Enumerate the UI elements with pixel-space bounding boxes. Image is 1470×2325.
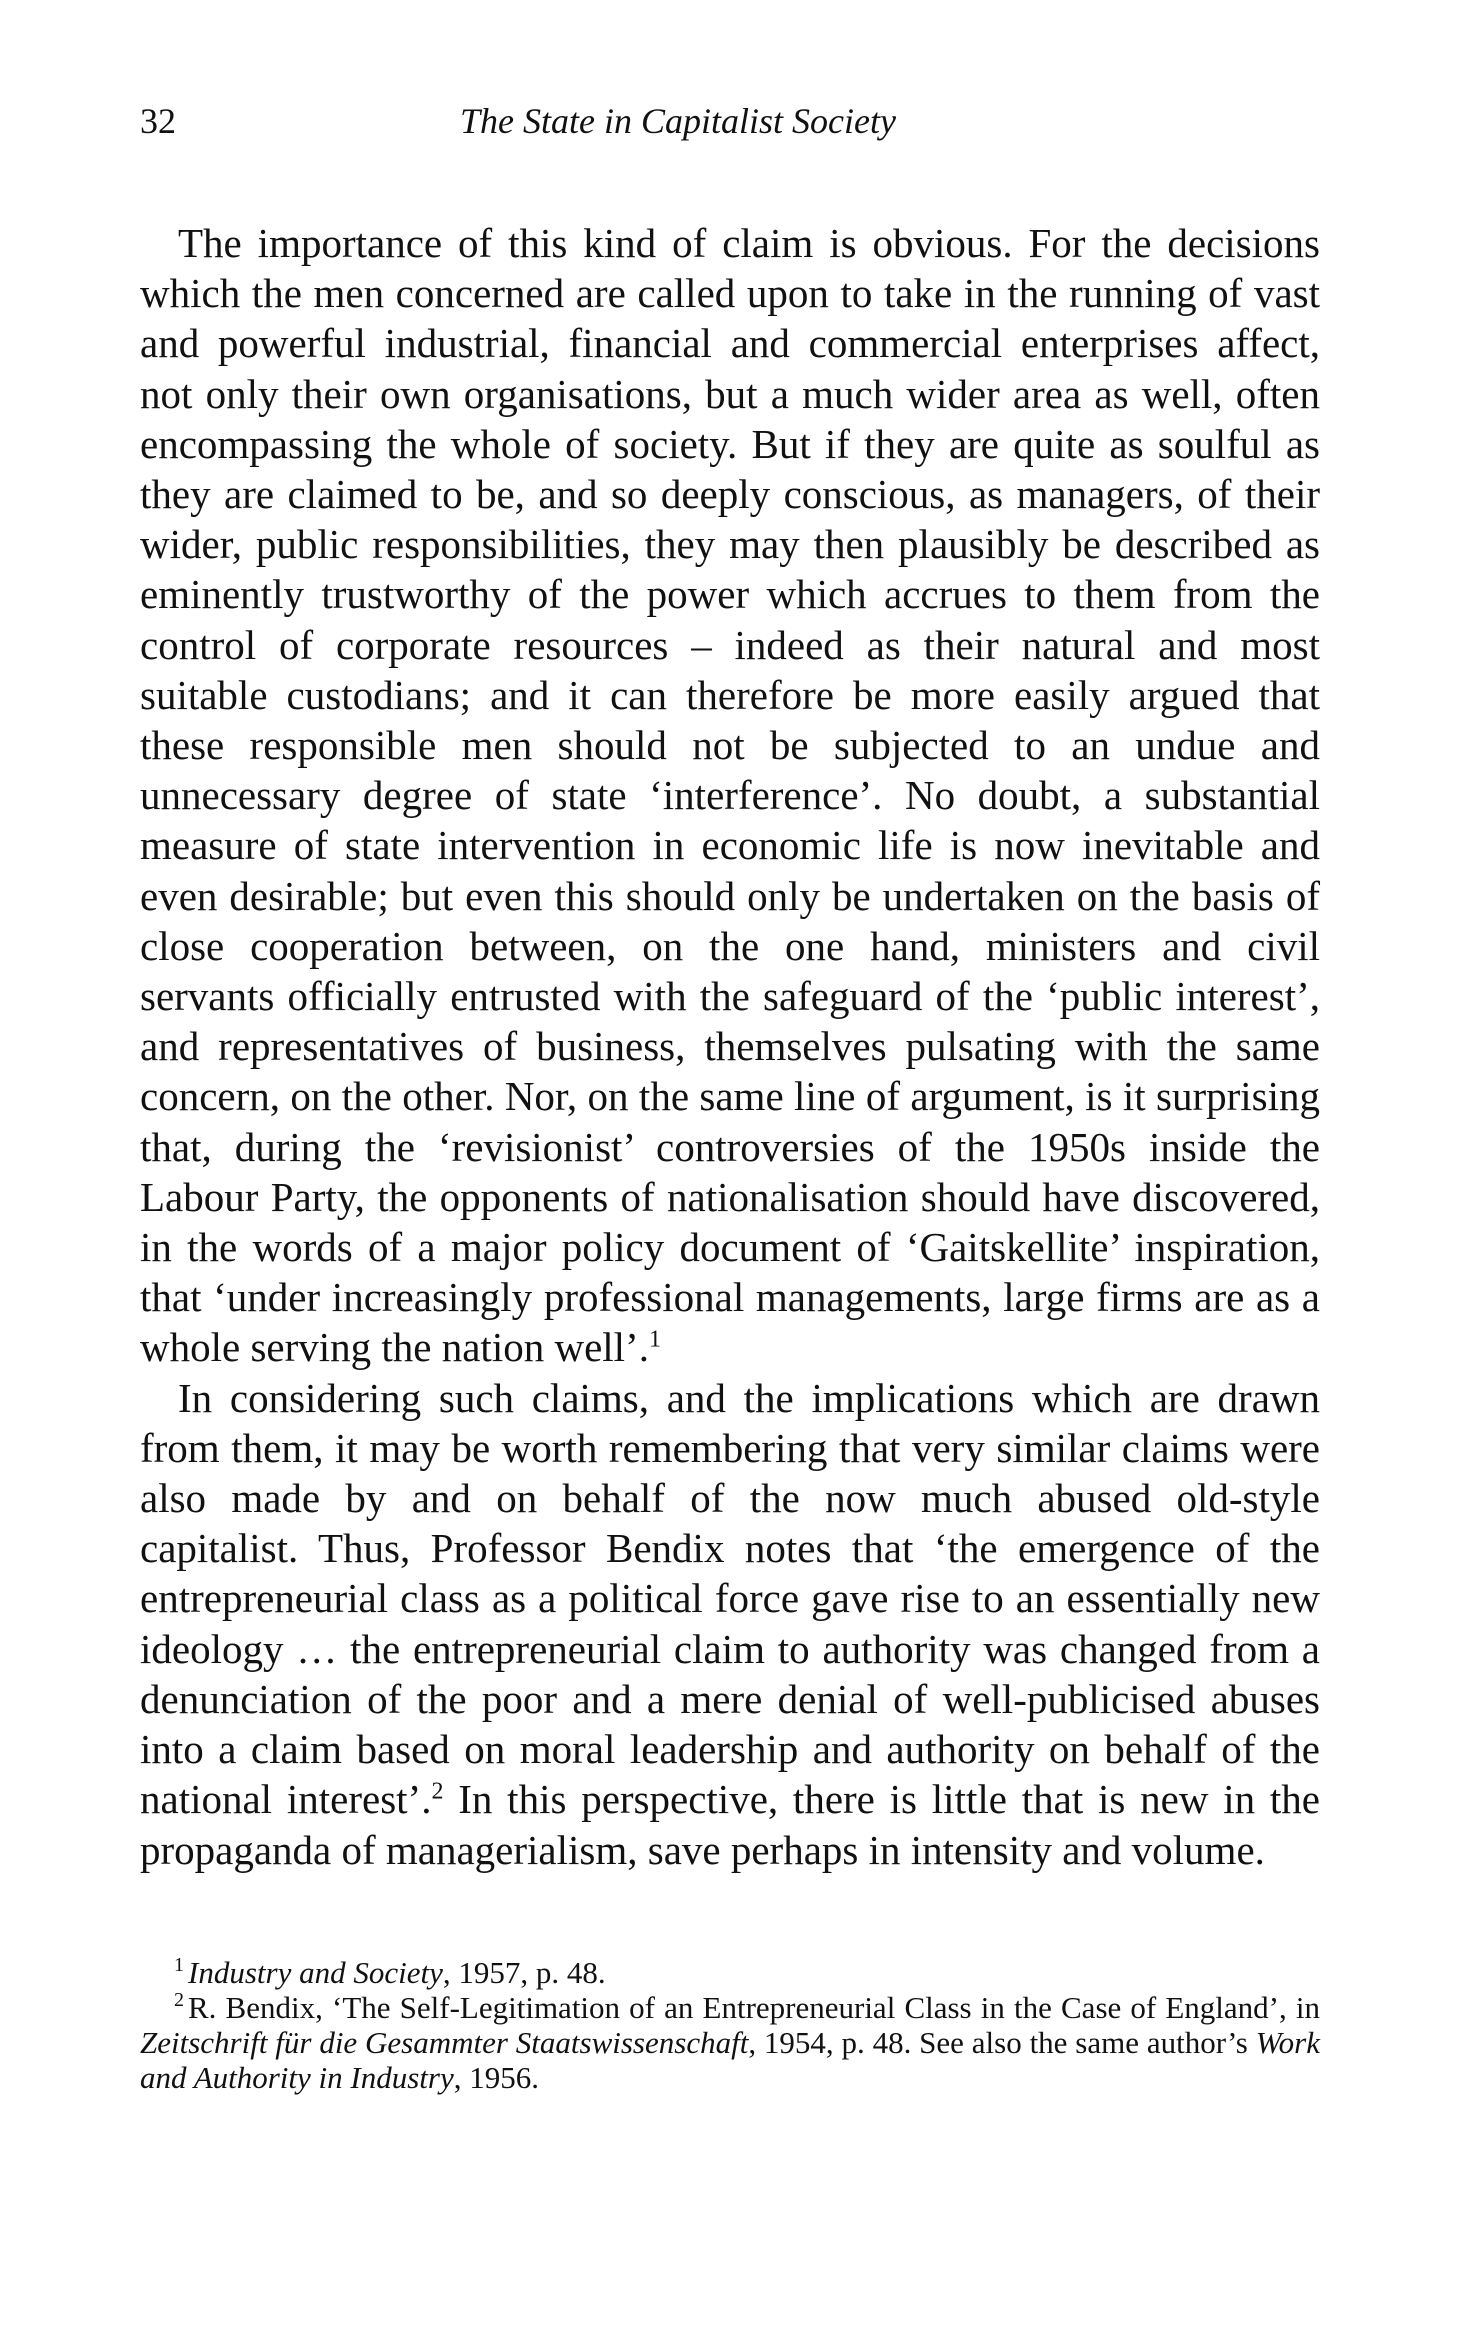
footnotes <box>140 1955 1320 2095</box>
page-number: 32 <box>140 101 176 141</box>
footnote-1-title: Industry and Society <box>188 1954 443 1990</box>
book-page <box>140 100 1320 2095</box>
paragraph-1-text: The importance of this kind of claim is obvious. For the decisions which the men concerned are called upon to take in the running of vast and powerful industrial, financial and commercial enterprises affect, not only their own organisations, but a much wider area as well, often encompassing the whole of society. But if they are quite as soulful as they are claimed to be, and so deeply conscious, as managers, of their wider, public responsibilities, they may then plausibly be described as eminently trustworthy of the power which accrues to them from the control of corporate resources – indeed as their natural and most suitable custodians; and it can therefore be more easily argued that these responsible men should not be subjected to an undue and unnecessary degree of state ‘interference’. No doubt, a substantial measure of state intervention in economic life is now inevitable and even desirable; but even this should only be undertaken on the basis of close cooperation between, on the one hand, ministers and civil servants officially entrusted with the safeguard of the ‘public interest’, and representatives of business, themselves pulsating with the same concern, on the other. Nor, on the same line of argument, is it surprising that, during the ‘revisionist’ controversies of the 1950s inside the Labour Party, the opponents of nationalisation should have discovered, in the words of a major policy document of ‘Gaitskellite’ inspiration, that ‘under increasingly professional managements, large firms are as a whole serving the nation well’. <box>140 220 1320 1371</box>
footnote-2 <box>140 1990 1320 2095</box>
running-title: The State in Capitalist Society <box>460 101 896 141</box>
footnote-1 <box>140 1955 1320 1990</box>
paragraph-2-text: In considering such claims, and the implications which are drawn from them, it may be worth remembering that very similar claims were also made by and on behalf of the now much abused old-style capitalist. Thus, Professor Bendix notes that ‘the emergence of the entrepreneurial class as a political force gave rise to an essentially new ideology … the entrepreneurial claim to authority was changed from a denunciation of the poor and a mere denial of well-publicised abuses into a claim based on moral leadership and authority on behalf of the national interest’. <box>140 1374 1320 1823</box>
footnote-2-mark: 2 <box>174 1989 184 2012</box>
note-ref-1: 1 <box>648 1326 661 1353</box>
paragraph-2 <box>140 1373 1320 1875</box>
footnote-2-mid: , 1954, p. 48. See also the same author’s <box>748 2024 1256 2060</box>
body-text <box>140 218 1320 1875</box>
paragraph-1 <box>140 218 1320 1373</box>
footnote-2-lead: R. Bendix, ‘The Self-Legitimation of an Entrepreneurial Class in the Case of England’, in <box>188 1989 1320 2025</box>
footnote-2-journal: Zeitschrift für die Gesammter Staatswissenschaft <box>140 2024 749 2060</box>
paragraph-2-continuation: In this perspective, there is little that is new in the propaganda of managerialism, save perhaps in intensity and volume. <box>140 1776 1320 1873</box>
footnote-2-end: , 1956. <box>453 2059 539 2095</box>
note-ref-2: 2 <box>431 1778 444 1805</box>
footnote-1-rest: , 1957, p. 48. <box>442 1954 606 1990</box>
footnote-1-mark: 1 <box>174 1954 184 1977</box>
running-head <box>140 100 1320 160</box>
footnote-2-book: Work and Authority in Industry <box>140 2024 1320 2095</box>
